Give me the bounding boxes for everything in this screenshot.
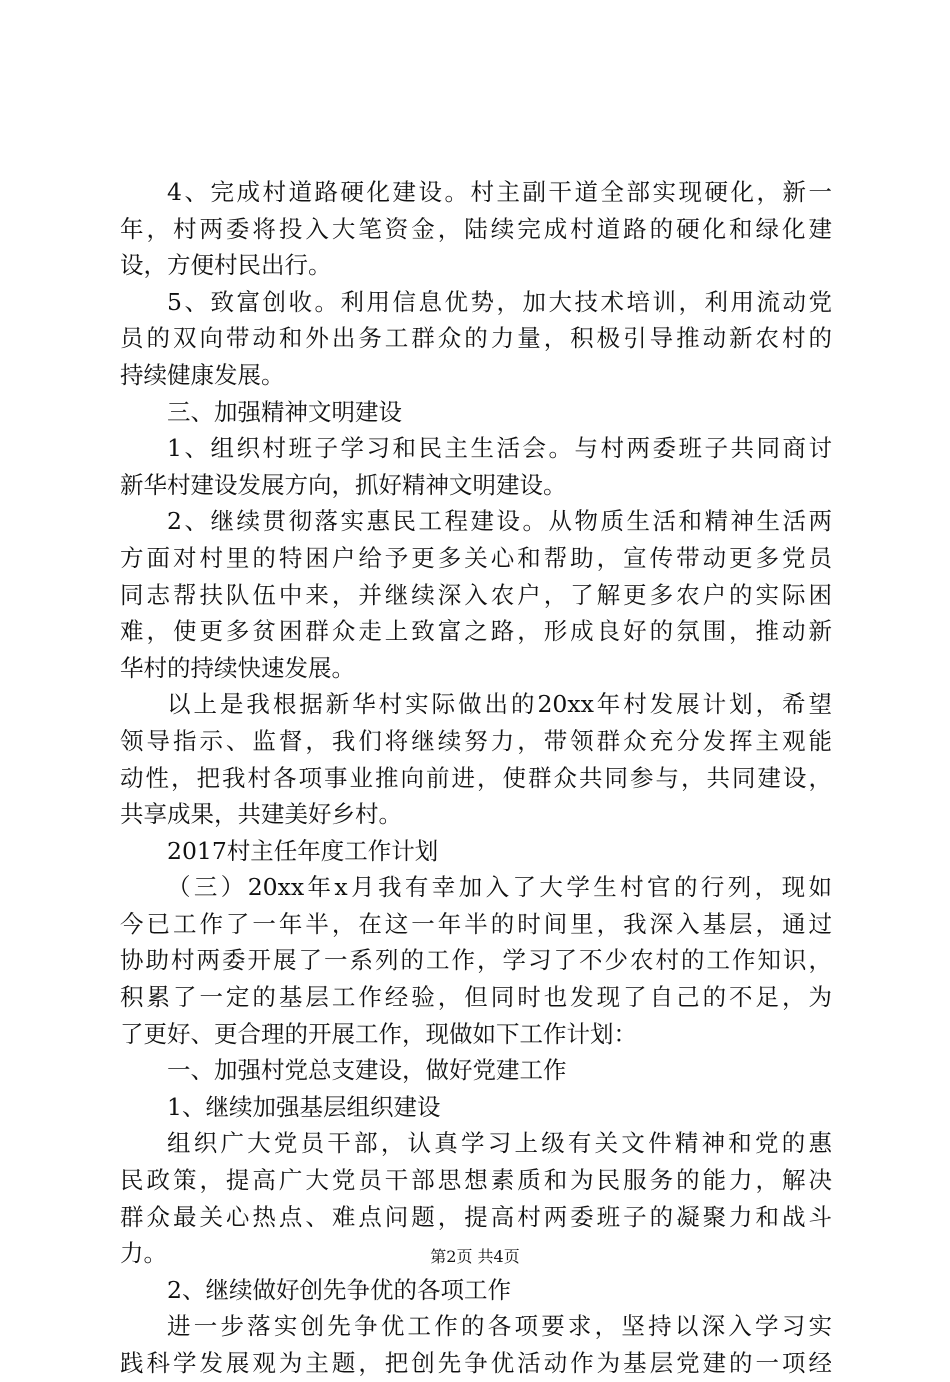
text-line: 积累了一定的基层工作经验，但同时也发现了自己的不足，为	[120, 983, 832, 1012]
text-line: 组织广大党员干部，认真学习上级有关文件精神和党的惠	[167, 1129, 832, 1158]
text-line: 年，村两委将投入大笔资金，陆续完成村道路的硬化和绿化建	[120, 214, 832, 243]
text-line: 动性，把我村各项事业推向前进，使群众共同参与，共同建设，	[120, 763, 832, 792]
page-footer: 第2页 共4页	[430, 1247, 520, 1266]
text-line: 一、加强村党总支建设，做好党建工作	[167, 1056, 567, 1085]
text-line: 民政策，提高广大党员干部思想素质和为民服务的能力，解决	[120, 1166, 832, 1195]
text-line: 持续健康发展。	[120, 360, 285, 389]
text-line: 5、致富创收。利用信息优势，加大技术培训，利用流动党	[167, 287, 832, 316]
text-line: 2、继续贯彻落实惠民工程建设。从物质生活和精神生活两	[167, 507, 832, 536]
text-line: 力。	[120, 1239, 167, 1268]
text-line: 同志帮扶队伍中来，并继续深入农户，了解更多农户的实际困	[120, 580, 832, 609]
text-line: 难，使更多贫困群众走上致富之路，形成良好的氛围，推动新	[120, 617, 832, 646]
text-line: 4、完成村道路硬化建设。村主副干道全部实现硬化，新一	[167, 178, 832, 206]
text-line: 三、加强精神文明建设	[167, 397, 402, 426]
text-line: 践科学发展观为主题，把创先争优活动作为基层党建的一项经	[120, 1349, 832, 1377]
text-line: 方面对村里的特困户给予更多关心和帮助，宣传带动更多党员	[120, 543, 832, 572]
text-line: 新华村建设发展方向，抓好精神文明建设。	[120, 470, 567, 499]
text-line: 1、继续加强基层组织建设	[167, 1092, 441, 1121]
text-line: 1、组织村班子学习和民主生活会。与村两委班子共同商讨	[167, 434, 832, 463]
text-line: 群众最关心热点、难点问题，提高村两委班子的凝聚力和战斗	[120, 1202, 832, 1231]
text-line: 领导指示、监督，我们将继续努力，带领群众充分发挥主观能	[120, 726, 832, 755]
text-line: 协助村两委开展了一系列的工作，学习了不少农村的工作知识，	[120, 946, 832, 975]
text-line: 员的双向带动和外出务工群众的力量，积极引导推动新农村的	[120, 324, 832, 353]
text-line: （三）20xx年x月我有幸加入了大学生村官的行列，现如	[167, 873, 832, 902]
text-line: 共享成果，共建美好乡村。	[120, 800, 402, 829]
text-line: 以上是我根据新华村实际做出的20xx年村发展计划，希望	[167, 690, 832, 719]
text-line: 2、继续做好创先争优的各项工作	[167, 1275, 511, 1304]
text-line: 进一步落实创先争优工作的各项要求，坚持以深入学习实	[167, 1312, 832, 1341]
text-line: 今已工作了一年半，在这一年半的时间里，我深入基层，通过	[120, 909, 832, 938]
text-line: 设，方便村民出行。	[120, 251, 332, 280]
text-line: 2017村主任年度工作计划	[167, 836, 439, 865]
text-line: 了更好、更合理的开展工作，现做如下工作计划：	[120, 1019, 637, 1048]
document-body	[120, 174, 832, 1382]
text-line: 华村的持续快速发展。	[120, 653, 355, 682]
